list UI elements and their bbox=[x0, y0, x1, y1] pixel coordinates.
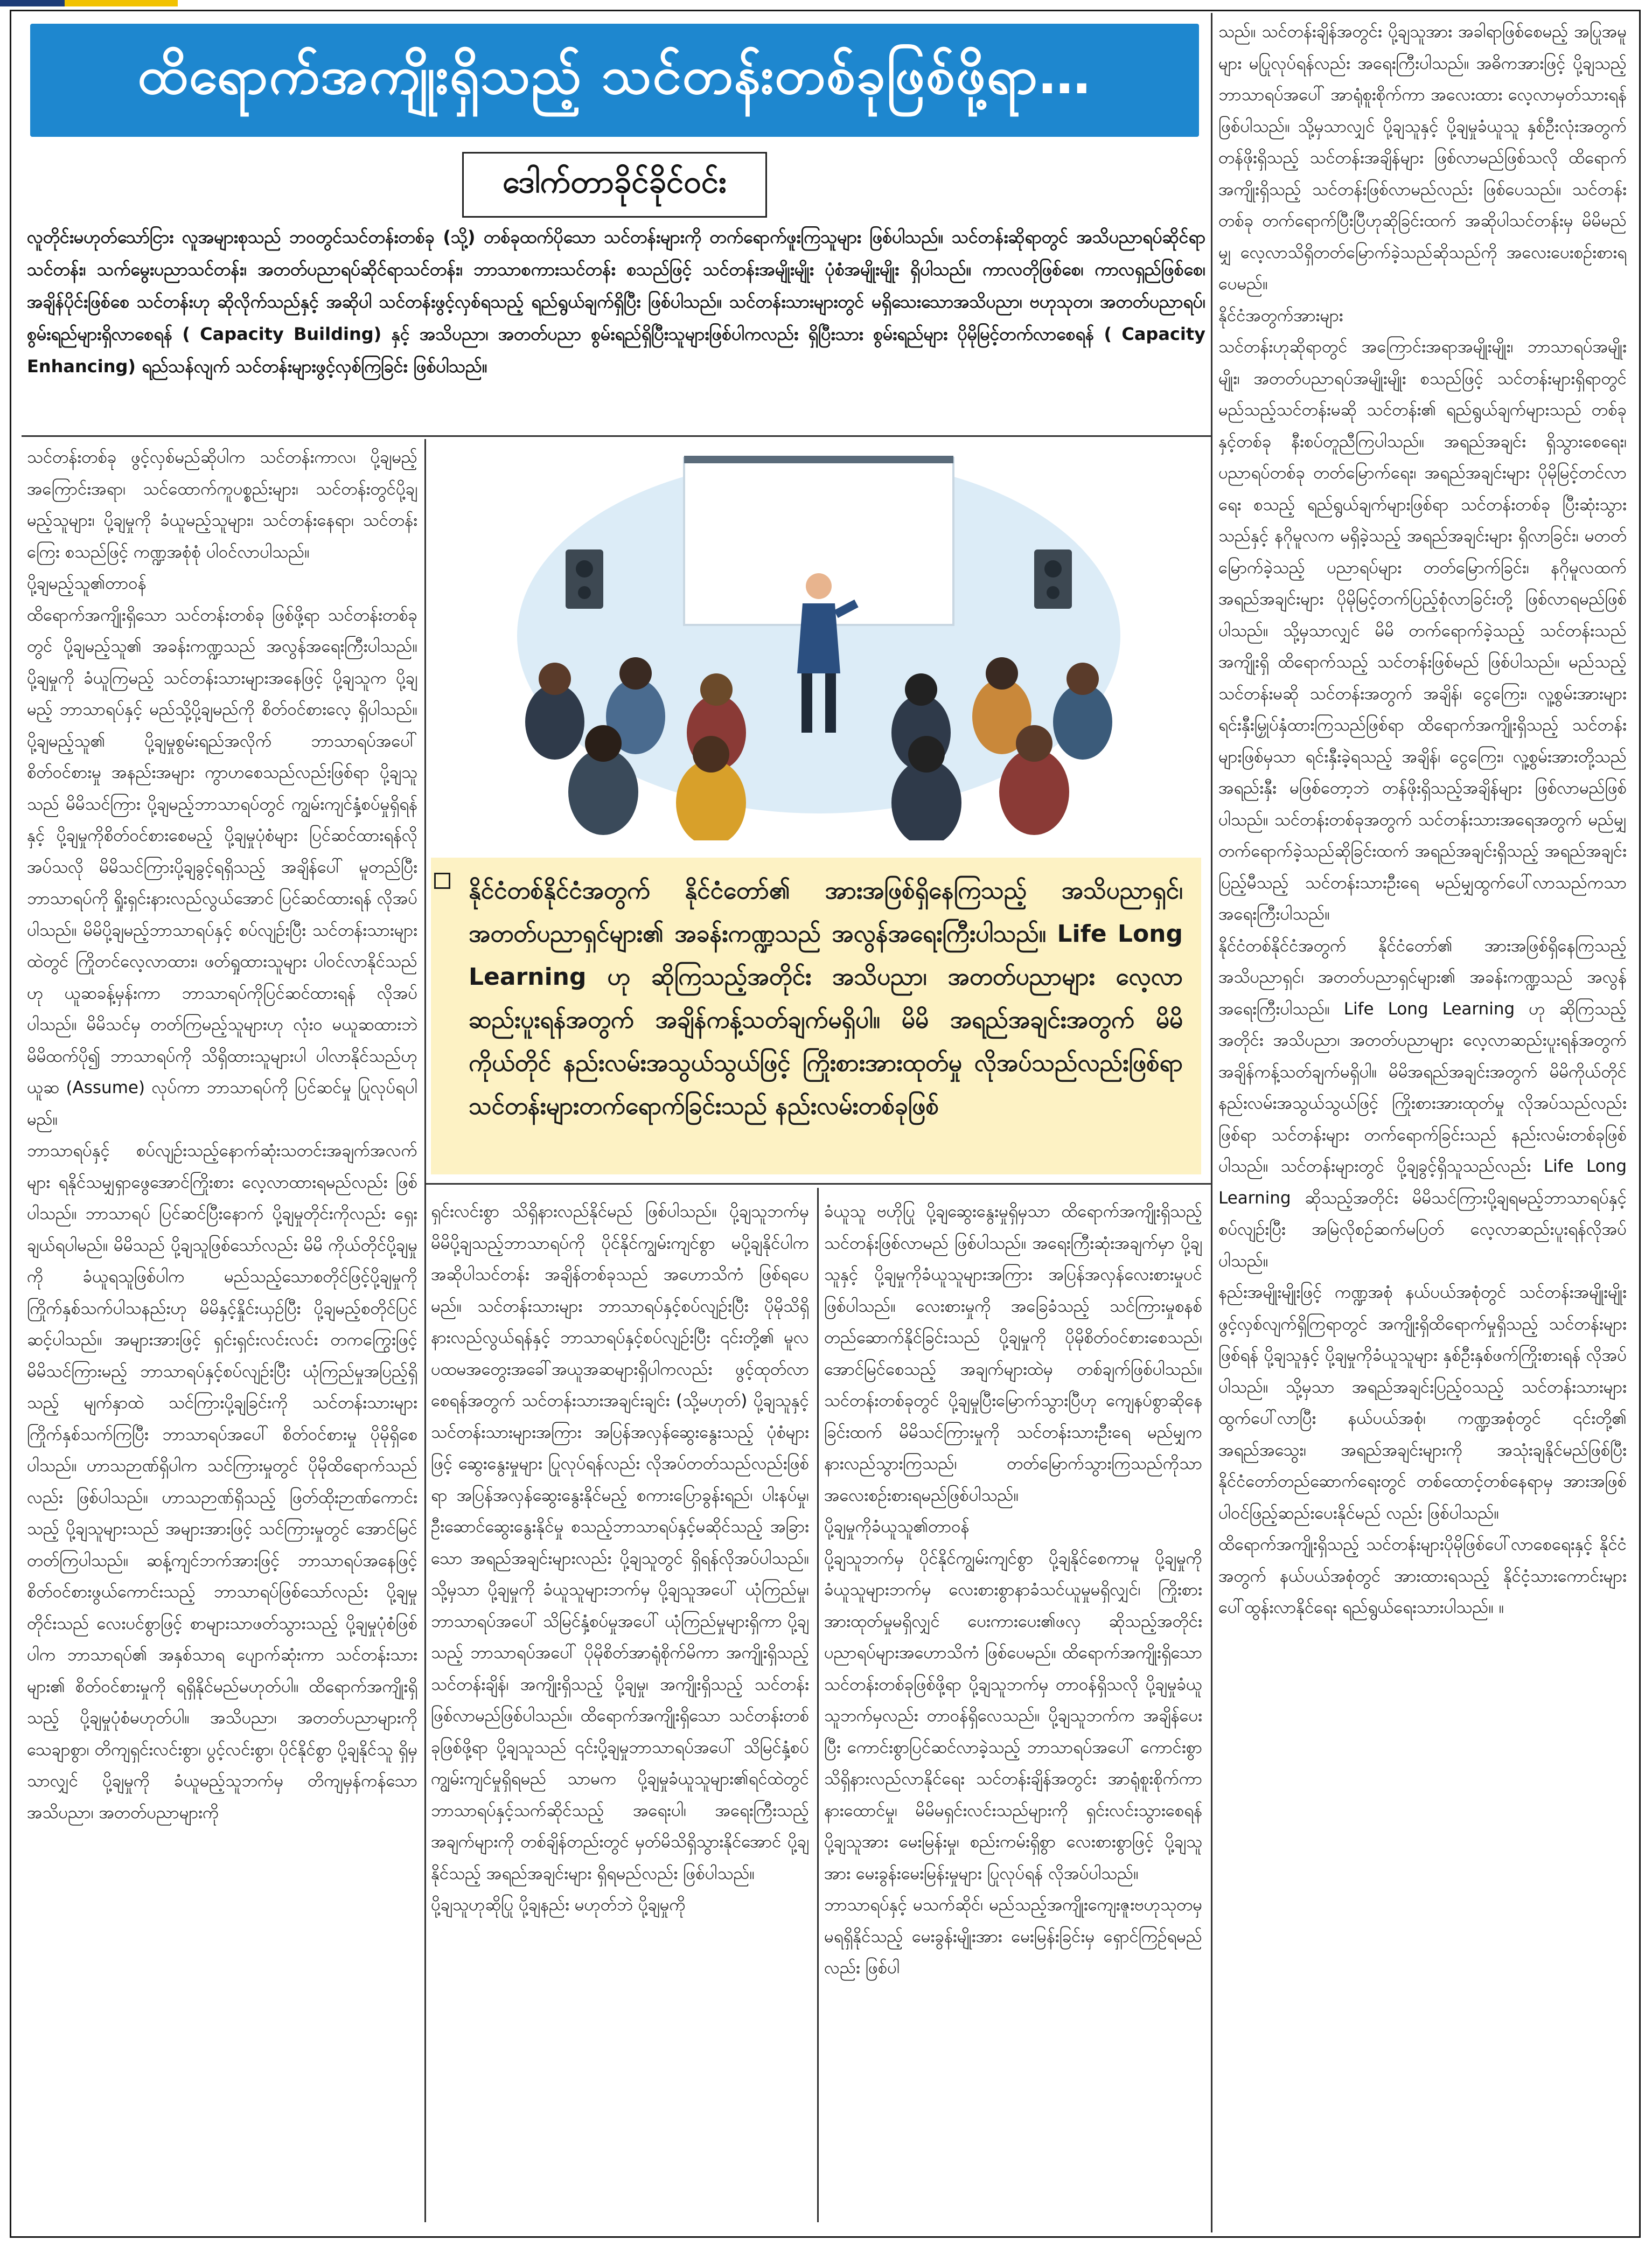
audience-head-6 bbox=[1067, 663, 1099, 695]
presenter-head bbox=[806, 573, 832, 599]
top-bar-blue bbox=[0, 0, 65, 6]
top-color-bar bbox=[0, 0, 1652, 6]
presenter-leg-right bbox=[825, 673, 836, 733]
projector-screen bbox=[684, 458, 953, 625]
audience-head-9 bbox=[908, 736, 945, 773]
speaker-right-tweeter bbox=[1047, 586, 1059, 599]
audience-person-6 bbox=[1053, 684, 1112, 760]
audience-head-1 bbox=[539, 663, 571, 695]
article-column-2: ရှင်းလင်းစွာ သိရှိနားလည်နိုင်မည် ဖြစ်ပါသည်။ ပို့ချသူဘက်မှ မိမိပို့ချသည့်ဘာသာရပ်ကို ပိုင်နိုင်ကျွမ်းကျင်စွာ မပို့ချနိုင်ပါက အဆိုပါသင်တန်း အချိန်တစ်ခုသည် အဟောသိကံ ဖြစ်ရပေမည်။ သင်တန်းသားများ ဘာသာရပ်နှင့်စပ်လျဉ်းပြီး ပိုမိုသိရှိနားလည်လွယ်ရန်နှင့် ဘာသာရပ်နှင့်စပ်လျဉ်းပြီး ၎င်းတို့၏ မူလပထမအတွေးအခေါ်အယူအဆများရှိပါကလည်း ဖွင့်ထုတ်လာစေရန်အတွက် သင်တန်းသားအချင်းချင်း (သို့မဟုတ်) ပို့ချသူနှင့် သင်တန်းသားများအကြား အပြန်အလှန်ဆွေးနွေးသည့် ပုံစံများဖြင့် ဆွေးနွေးမှုများ ပြုလုပ်ရန်လည်း လိုအပ်တတ်သည်လည်းဖြစ်ရာ အပြန်အလှန်ဆွေးနွေးနိုင်မည့် စကားပြောခွန်းရည်၊ ပါးနပ်မှု၊ ဦးဆောင်ဆွေးနွေးနိုင်မှု စသည့်ဘာသာရပ်နှင့်မဆိုင်သည့် အခြားသော အရည်အချင်းများလည်း ပို့ချသူတွင် ရှိရန်လိုအပ်ပါသည်။ သို့မှသာ ပို့ချမှုကို ခံယူသူများဘက်မှ ပို့ချသူအပေါ် ယုံကြည်မှု၊ ဘာသာရပ်အပေါ် သိမြင်နှံ့စပ်မှုအပေါ် ယုံကြည်မှုများရှိကာ ပို့ချသည့် ဘာသာရပ်အပေါ် ပိုမိုစိတ်အာရုံစိုက်မိကာ အကျိုးရှိသည့် သင်တန်းချိန်၊ အကျိုးရှိသည့် ပို့ချမှု၊ အကျိုးရှိသည့် သင်တန်းဖြစ်လာမည်ဖြစ်ပါသည်။ ထိရောက်အကျိုးရှိသော သင်တန်းတစ်ခုဖြစ်ဖို့ရာ ပို့ချသူသည် ၎င်းပို့ချမှုဘာသာရပ်အပေါ် သိမြင်နှံ့စပ် ကျွမ်းကျင်မှုရှိရမည် သာမက ပို့ချမှုခံယူသူများ၏ရင်ထဲတွင် ဘာသာရပ်နှင့်သက်ဆိုင်သည့် အရေးပါ၊ အရေးကြီးသည့် အချက်များကို တစ်ချိန်တည်းတွင် မှတ်မိသိရှိသွားနိုင်အောင် ပို့ချနိုင်သည့် အရည်အချင်းများ ရှိရမည်လည်း ဖြစ်ပါသည်။ ပို့ချသူဟုဆိုပြု ပို့ချနည်း မဟုတ်ဘဲ ပို့ချမှုကို bbox=[431, 1202, 809, 1915]
column-divider-1 bbox=[424, 439, 426, 2222]
callout-text: နိုင်ငံတစ်နိုင်ငံအတွက် နိုင်ငံတော်၏ အားအဖြစ်ရှိနေကြသည့် အသိပညာရှင်၊ အတတ်ပညာရှင်များ၏ အခန်းကဏ္ဍသည် အလွန်အရေးကြီးပါသည်။ Life Long Learning ဟု ဆိုကြသည့်အတိုင်း အသိပညာ၊ အတတ်ပညာများ လေ့လာဆည်းပူးရန်အတွက် အချိန်ကန့်သတ်ချက်မရှိပါ။ မိမိ အရည်အချင်းအတွက် မိမိကိုယ်တိုင် နည်းလမ်းအသွယ်သွယ်ဖြင့် ကြိုးစားအားထုတ်မှု လိုအပ်သည်လည်းဖြစ်ရာ သင်တန်းများတက်ရောက်ခြင်းသည် နည်းလမ်းတစ်ခုဖြစ် bbox=[469, 877, 1183, 1120]
speaker-left-tweeter bbox=[578, 586, 591, 599]
callout-box bbox=[431, 858, 1201, 1174]
audience-head-4 bbox=[905, 673, 937, 706]
audience-person-1 bbox=[525, 684, 584, 760]
audience-head-10 bbox=[1016, 725, 1052, 762]
speaker-left-icon bbox=[566, 549, 603, 609]
audience-head-2 bbox=[619, 657, 652, 690]
speaker-right-icon bbox=[1034, 549, 1072, 609]
article-column-1: သင်တန်းတစ်ခု ဖွင့်လှစ်မည်ဆိုပါက သင်တန်းကာလ၊ ပို့ချမည့်အကြောင်းအရာ၊ သင်ထောက်ကူပစ္စည်းများ၊ သင်တန်းတွင်ပို့ချမည့်သူများ၊ ပို့ချမှုကို ခံယူမည့်သူများ၊ သင်တန်းနေရာ၊ သင်တန်းကြေး စသည်ဖြင့် ကဏ္ဍအစုံစုံ ပါဝင်လာပါသည်။ ပို့ချမည့်သူ၏တာဝန် ထိရောက်အကျိုးရှိသော သင်တန်းတစ်ခု ဖြစ်ဖို့ရာ သင်တန်းတစ်ခုတွင် ပို့ချမည့်သူ၏ အခန်းကဏ္ဍသည် အလွန်အရေးကြီးပါသည်။ ပို့ချမှုကို ခံယူကြမည့် သင်တန်းသားများအနေဖြင့် ပို့ချသူက ပို့ချမည့် ဘာသာရပ်နှင့် မည်သို့ပို့ချမည်ကို စိတ်ဝင်စားလေ့ ရှိပါသည်။ ပို့ချမည့်သူ၏ ပို့ချမှုစွမ်းရည်အလိုက် ဘာသာရပ်အပေါ် စိတ်ဝင်စားမှု အနည်းအများ ကွာဟစေသည်လည်းဖြစ်ရာ ပို့ချသူသည် မိမိသင်ကြား ပို့ချမည့်ဘာသာရပ်တွင် ကျွမ်းကျင်နှံ့စပ်မှုရှိရန်နှင့် ပို့ချမှုကိုစိတ်ဝင်စားစေမည့် ပို့ချမှုပုံစံများ ပြင်ဆင်ထားရန်လိုအပ်သလို မိမိသင်ကြားပို့ချခွင့်ရရှိသည့် အချိန်ပေါ် မူတည်ပြီး ဘာသာရပ်ကို ရှိုးရှင်းနားလည်လွယ်အောင် ပြင်ဆင်ထားရန် လိုအပ်ပါသည်။ မိမိပို့ချမည့်ဘာသာရပ်နှင့် စပ်လျဉ်းပြီး သင်တန်းသားများထဲတွင် ကြိုတင်လေ့လာထား၊ ဖတ်ရှုထားသူများ ပါဝင်လာနိုင်သည်ဟု ယူဆခန့်မှန်းကာ ဘာသာရပ်ကိုပြင်ဆင်ထားရန် လိုအပ်ပါသည်။ မိမိသင်မှ တတ်ကြမည့်သူများဟု လုံးဝ မယူဆထားဘဲ မိမိထက်ပို၍ ဘာသာရပ်ကို သိရှိထားသူများပါ ပါလာနိုင်သည်ဟုယူဆ (Assume) လုပ်ကာ ဘာသာရပ်ကို ပြင်ဆင်မှု ပြုလုပ်ရပါမည်။ ဘာသာရပ်နှင့် စပ်လျဉ်းသည့်နောက်ဆုံးသတင်းအချက်အလက်များ ရနိုင်သမျှရှာဖွေအောင်ကြိုးစား လေ့လာထားရမည်လည်း ဖြစ်ပါသည်။ ဘာသာရပ် ပြင်ဆင်ပြီးနောက် ပို့ချမှုတိုင်းကိုလည်း ရှေးချယ်ရပါမည်။ မိမိသည် ပို့ချသူဖြစ်သော်လည်း မိမိ ကိုယ်တိုင်ပို့ချမှုကို ခံယူရသူဖြစ်ပါက မည်သည့်သောစတိုင်ဖြင့်ပို့ချမှုကို ကြိုက်နှစ်သက်ပါသနည်းဟု မိမိနှင့်နှိုင်းယှဉ်ပြီး ပို့ချမည့်စတိုင်ပြင်ဆင့်ပါသည်။ အများအားဖြင့် ရှင်းရှင်းလင်းလင်း တကကြွေးဖြင့် မိမိသင်ကြားမည့် ဘာသာရပ်နှင့်စပ်လျဉ်းပြီး ယုံကြည်မှုအပြည့်ရှိသည့် မျက်နှာထဲ သင်ကြားပို့ချခြင်းကို သင်တန်းသားများကြိုက်နှစ်သက်ကြပြီး ဘာသာရပ်အပေါ် စိတ်ဝင်စားမှု ပိုမိုရှိစေပါသည်။ ဟာသဉာဏ်ရှိပါက သင်ကြားမှုတွင် ပိုမိုထိရောက်သည်လည်း ဖြစ်ပါသည်။ ဟာသဉာဏ်ရှိသည့် ဖြတ်ထိုးဉာဏ်ကောင်းသည့် ပို့ချသူများသည် အများအားဖြင့် သင်ကြားမှုတွင် အောင်မြင်တတ်ကြပါသည်။ ဆန့်ကျင်ဘက်အားဖြင့် ဘာသာရပ်အနေဖြင့် စိတ်ဝင်စားဖွယ်ကောင်းသည့် ဘာသာရပ်ဖြစ်သော်လည်း ပို့ချမှုတိုင်းသည် လေးပင်စွာဖြင့် စာများသာဖတ်သွားသည့် ပို့ချမှုပုံစံဖြစ်ပါက ဘာသာရပ်၏ အနှစ်သာရ ပျောက်ဆုံးကာ သင်တန်းသားများ၏ စိတ်ဝင်စားမှုကို ရရှိနိုင်မည်မဟုတ်ပါ။ ထိရောက်အကျိုးရှိသည့် ပို့ချမှုပုံစံမဟုတ်ပါ။ အသိပညာ၊ အတတ်ပညာများကို သေချာစွာ၊ တိကျရှင်းလင်းစွာ၊ ပွင့်လင်းစွာ၊ ပိုင်နိုင်စွာ ပို့ချနိုင်သူ ရှိမှသာလျှင် ပို့ချမှုကို ခံယူမည့်သူဘက်မှ တိကျမှန်ကန်သော အသိပညာ၊ အတတ်ပညာများကို bbox=[27, 448, 417, 1822]
article-column-4: သည်။ သင်တန်းချိန်အတွင်း ပို့ချသူအား အခါရာဖြစ်စေမည့် အပြုအမူများ မပြုလုပ်ရန်လည်း အရေးကြီးပါသည်။ အဓိကအားဖြင့် ပို့ချသည့် ဘာသာရပ်အပေါ် အာရုံစူးစိုက်ကာ အလေးထား လေ့လာမှတ်သားရန် ဖြစ်ပါသည်။ သို့မှသာလျှင် ပို့ချသူနှင့် ပို့ချမှုခံယူသူ နှစ်ဦးလုံးအတွက် တန်ဖိုးရှိသည့် သင်တန်းအချိန်များ ဖြစ်လာမည်ဖြစ်သလို ထိရောက်အကျိုးရှိသည့် သင်တန်းဖြစ်လာမည်လည်း ဖြစ်ပေသည်။ သင်တန်းတစ်ခု တက်ရောက်ပြီးပြီဟုဆိုခြင်းထက် အဆိုပါသင်တန်းမှ မိမိမည်မျှ လေ့လာသိရှိတတ်မြောက်ခဲ့သည်ဆိုသည်ကို အလေးပေးစဉ်းစားရပေမည်။ နိုင်ငံအတွက်အားများ သင်တန်းဟုဆိုရာတွင် အကြောင်းအရာအမျိုးမျိုး၊ ဘာသာရပ်အမျိုးမျိုး၊ အတတ်ပညာရပ်အမျိုးမျိုး စသည်ဖြင့် သင်တန်းများရှိရာတွင် မည်သည့်သင်တန်းမဆို သင်တန်း၏ ရည်ရွယ်ချက်များသည် တစ်ခုနှင့်တစ်ခု နီးစပ်တူညီကြပါသည်။ အရည်အချင်း ရှိသွားစေရေး၊ ပညာရပ်တစ်ခု တတ်မြောက်ရေး၊ အရည်အချင်းများ ပိုမိုမြင့်တင်လာရေး စသည့် ရည်ရွယ်ချက်များဖြစ်ရာ သင်တန်းတစ်ခု ပြီးဆုံးသွားသည်နှင့် နဂိုမူလက မရှိခဲ့သည့် အရည်အချင်းများ ရှိလာခြင်း၊ မတတ်မြောက်ခဲ့သည့် ပညာရပ်များ တတ်မြောက်ခြင်း၊ နဂိုမူလထက် အရည်အချင်းများ ပိုမိုမြင့်တက်ပြည့်စုံလာခြင်းတို့ ဖြစ်လာရမည်ဖြစ်ပါသည်။ သို့မှသာလျှင် မိမိ တက်ရောက်ခဲ့သည့် သင်တန်းသည် အကျိုးရှိ ထိရောက်သည့် သင်တန်းဖြစ်မည် ဖြစ်ပါသည်။ မည်သည့်သင်တန်းမဆို သင်တန်းအတွက် အချိန်၊ ငွေကြေး၊ လူ့စွမ်းအားများ ရင်းနှီးမြှုပ်နှံထားကြသည်ဖြစ်ရာ ထိရောက်အကျိုးရှိသည့် သင်တန်းများဖြစ်မှသာ ရင်းနှီးခဲ့ရသည့် အချိန်၊ ငွေကြေး၊ လူ့စွမ်းအားတို့သည် အရည်းနှီး မဖြစ်တော့ဘဲ တန်ဖိုးရှိသည့်အချိန်များ ဖြစ်လာမည်ဖြစ်ပါသည်။ သင်တန်းတစ်ခုအတွက် သင်တန်းသားအရေအတွက် မည်မျှတက်ရောက်ခဲ့သည်ဆိုခြင်းထက် အရည်အချင်းရှိသည့် အရည်အချင်းပြည့်မီသည့် သင်တန်းသားဦးရေ မည်မျှထွက်ပေါ်လာသည်ကသာ အရေးကြီးပါသည်။ နိုင်ငံတစ်နိုင်ငံအတွက် နိုင်ငံတော်၏ အားအဖြစ်ရှိနေကြသည့် အသိပညာရှင်၊ အတတ်ပညာရှင်များ၏ အခန်းကဏ္ဍသည် အလွန်အရေးကြီးပါသည်။ Life Long Learning ဟု ဆိုကြသည့်အတိုင်း အသိပညာ၊ အတတ်ပညာများ လေ့လာဆည်းပူးရန်အတွက် အချိန်ကန့်သတ်ချက်မရှိပါ။ မိမိအရည်အချင်းအတွက် မိမိကိုယ်တိုင် နည်းလမ်းအသွယ်သွယ်ဖြင့် ကြိုးစားအားထုတ်မှု လိုအပ်သည်လည်းဖြစ်ရာ သင်တန်းများ တက်ရောက်ခြင်းသည် နည်းလမ်းတစ်ခုဖြစ်ပါသည်။ သင်တန်းများတွင် ပို့ချခွင့်ရှိသူသည်လည်း Life Long Learning ဆိုသည့်အတိုင်း မိမိသင်ကြားပို့ချရမည့်ဘာသာရပ်နှင့် စပ်လျဉ်းပြီး အမြဲလိုစဉ်ဆက်မပြတ် လေ့လာဆည်းပူးရန်လိုအပ်ပါသည်။ နည်းအမျိုးမျိုးဖြင့် ကဏ္ဍအစုံ နယ်ပယ်အစုံတွင် သင်တန်းအမျိုးမျိုး ဖွင့်လှစ်လျက်ရှိကြရာတွင် အကျိုးရှိထိရောက်မှုရှိသည့် သင်တန်းများဖြစ်ရန် ပို့ချသူနှင့် ပို့ချမှုကိုခံယူသူများ နှစ်ဦးနှစ်ဖက်ကြိုးစားရန် လိုအပ်ပါသည်။ သို့မှသာ အရည်အချင်းပြည့်ဝသည့် သင်တန်းသားများ ထွက်ပေါ်လာပြီး နယ်ပယ်အစုံ၊ ကဏ္ဍအစုံတွင် ၎င်းတို့၏ အရည်အသွေး၊ အရည်အချင်းများကို အသုံးချနိုင်မည်ဖြစ်ပြီး နိုင်ငံတော်တည်ဆောက်ရေးတွင် တစ်ထောင့်တစ်နေရာမှ အားအဖြစ် ပါဝင်ဖြည့်ဆည်းပေးနိုင်မည် လည်း ဖြစ်ပါသည်။ ထိရောက်အကျိုးရှိသည့် သင်တန်းများပိုမိုဖြစ်ပေါ်လာစေရေးနှင့် နိုင်ငံအတွက် နယ်ပယ်အစုံတွင် အားထားရသည့် နိုင်ငံ့သားကောင်းများ ပေါ်ထွန်းလာနိုင်ရေး ရည်ရွယ်ရေးသားပါသည်။ ။ bbox=[1218, 22, 1627, 1617]
screen-rail bbox=[684, 456, 953, 463]
audience-head-7 bbox=[585, 725, 622, 762]
audience-head-5 bbox=[986, 657, 1018, 690]
column-divider-2 bbox=[817, 1188, 819, 2222]
speaker-left-cone bbox=[576, 560, 593, 578]
callout-divider bbox=[426, 1183, 1211, 1185]
article-title: ထိရောက်အကျိုးရှိသည့် သင်တန်းတစ်ခုဖြစ်ဖို့ရာ… bbox=[30, 24, 1199, 137]
article-column-3: ခံယူသူ ဗဟိုပြု ပို့ချဆွေးနွေးမှုရှိမှသာ ထိရောက်အကျိုးရှိသည့် သင်တန်းဖြစ်လာမည် ဖြစ်ပါသည်။ အရေးကြီးဆုံးအချက်မှာ ပို့ချသူနှင့် ပို့ချမှုကိုခံယူသူများအကြား အပြန်အလှန်လေးစားမှုပင် ဖြစ်ပါသည်။ လေးစားမှုကို အခြေခံသည့် သင်ကြားမှုစနစ်တည်ဆောက်နိုင်ခြင်းသည် ပို့ချမှုကို ပိုမိုစိတ်ဝင်စားစေသည်၊ အောင်မြင်စေသည့် အချက်များထဲမှ တစ်ချက်ဖြစ်ပါသည်။ သင်တန်းတစ်ခုတွင် ပို့ချမှုပြီးမြောက်သွားပြီဟု ကျေနပ်စွာဆိုနေခြင်းထက် မိမိသင်ကြားမှုကို သင်တန်းသားဦးရေ မည်မျှက နားလည်သွားကြသည်၊ တတ်မြောက်သွားကြသည်ကိုသာ အလေးစဉ်းစားရမည်ဖြစ်ပါသည်။ ပို့ချမှုကိုခံယူသူ၏တာဝန် ပို့ချသူဘက်မှ ပိုင်နိုင်ကျွမ်းကျင်စွာ ပို့ချနိုင်စေကာမူ ပို့ချမှုကို ခံယူသူများဘက်မှ လေးစားစွာနာခံသင်ယူမှုမရှိလျှင်၊ ကြိုးစားအားထုတ်မှုမရှိလျှင် ပေးကားပေး၏ဖလှ ဆိုသည့်အတိုင်း ပညာရပ်များအဟောသိကံ ဖြစ်ပေမည်။ ထိရောက်အကျိုးရှိသော သင်တန်းတစ်ခုဖြစ်ဖို့ရာ ပို့ချသူဘက်မှ တာဝန်ရှိသလို ပို့ချမှုခံယူသူဘက်မှလည်း တာဝန်ရှိလေသည်။ ပို့ချသူဘက်က အချိန်ပေးပြီး ကောင်းစွာပြင်ဆင်လာခဲ့သည့် ဘာသာရပ်အပေါ် ကောင်းစွာသိရှိနားလည်လာနိုင်ရေး သင်တန်းချိန်အတွင်း အာရုံစူးစိုက်ကာ နားထောင်မှု၊ မိမိမရှင်းလင်းသည်များကို ရှင်းလင်းသွားစေရန် ပို့ချသူအား မေးမြန်းမှု၊ စည်းကမ်းရှိစွာ လေးစားစွာဖြင့် ပို့ချသူအား မေးခွန်းမေးမြန်းမှုများ ပြုလုပ်ရန် လိုအပ်ပါသည်။ ဘာသာရပ်နှင့် မသက်ဆိုင်၊ မည်သည့်အကျိုးကျေးဇူးဗဟုသုတမှ မရရှိနိုင်သည့် မေးခွန်းမျိုးအား မေးမြန်းခြင်းမှ ရှောင်ကြဉ်ရမည်လည်း ဖြစ်ပါ bbox=[824, 1202, 1202, 1978]
speaker-right-cone bbox=[1044, 560, 1062, 578]
intro-divider bbox=[22, 435, 1211, 437]
column-divider-right bbox=[1211, 13, 1212, 2232]
lecture-illustration bbox=[431, 442, 1207, 840]
author-name: ဒေါက်တာခိုင်ခိုင်ဝင်း bbox=[462, 152, 767, 218]
audience-head-8 bbox=[693, 736, 729, 773]
presenter-body bbox=[797, 603, 840, 673]
audience-head-3 bbox=[700, 673, 733, 706]
checkbox-square-icon bbox=[434, 873, 450, 889]
article-intro: လူတိုင်းမဟုတ်သော်ငြား လူအများစုသည် ဘဝတွင်သင်တန်းတစ်ခု (သို့) တစ်ခုထက်ပိုသော သင်တန်းများကို တက်ရောက်ဖူးကြသူများ ဖြစ်ပါသည်။ သင်တန်းဆိုရာတွင် အသိပညာရပ်ဆိုင်ရာ သင်တန်း၊ သက်မွေးပညာသင်တန်း၊ အတတ်ပညာရပ်ဆိုင်ရာသင်တန်း၊ ဘာသာစကားသင်တန်း စသည်ဖြင့် သင်တန်းအမျိုးမျိုး ပုံစံအမျိုးမျိုး ရှိပါသည်။ ကာလတိုဖြစ်စေ၊ ကာလရှည်ဖြစ်စေ၊ အချိန်ပိုင်းဖြစ်စေ သင်တန်းဟု ဆိုလိုက်သည်နှင့် အဆိုပါ သင်တန်းဖွင့်လှစ်ရသည့် ရည်ရွယ်ချက်ရှိပြီး ဖြစ်ပါသည်။ သင်တန်းသားများတွင် မရှိသေးသောအသိပညာ၊ ဗဟုသုတ၊ အတတ်ပညာရပ်၊ စွမ်းရည်များရှိလာစေရန် ( Capacity Building) နှင့် အသိပညာ၊ အတတ်ပညာ စွမ်းရည်ရှိပြီးသူများဖြစ်ပါကလည်း ရှိပြီးသား စွမ်းရည်များ ပိုမိုမြင့်တက်လာစေရန် ( Capacity Enhancing) ရည်သန်လျက် သင်တန်းများဖွင့်လှစ်ကြခြင်း ဖြစ်ပါသည်။ bbox=[27, 227, 1205, 377]
presenter-leg-left bbox=[801, 673, 812, 733]
